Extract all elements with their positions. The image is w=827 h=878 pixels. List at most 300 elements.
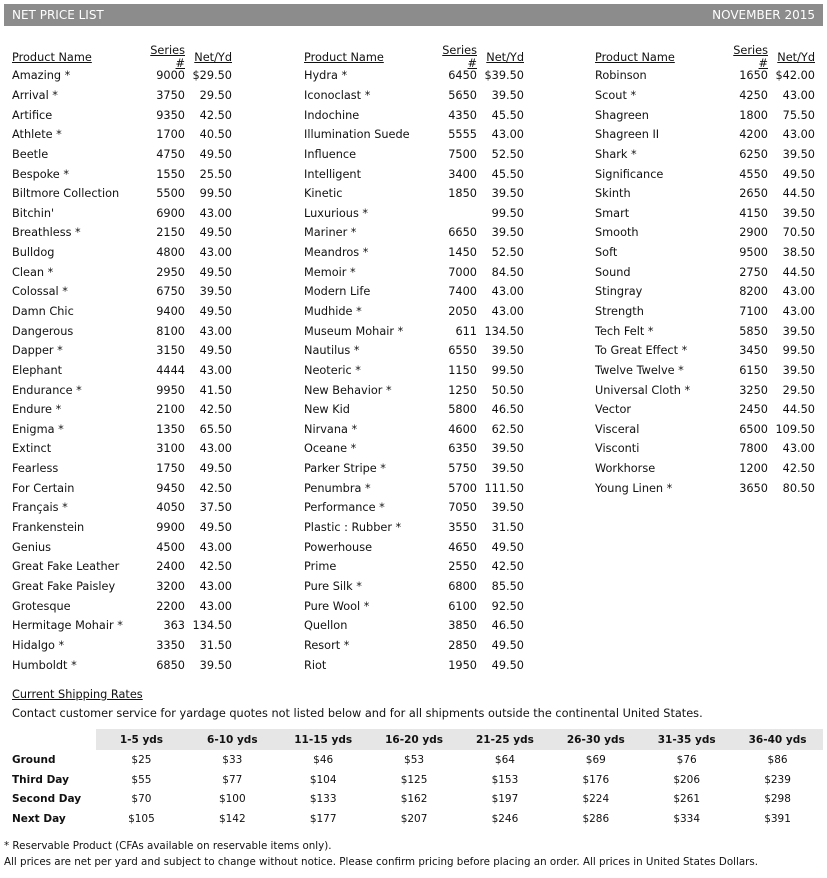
header-name: Product Name — [304, 50, 384, 64]
shipping-rate: $206 — [673, 773, 701, 786]
product-price: 52.50 — [491, 246, 524, 260]
product-price: 49.50 — [199, 521, 232, 535]
shipping-rate: $176 — [582, 773, 610, 786]
product-series: 3200 — [156, 579, 185, 593]
product-price: 45.50 — [491, 167, 524, 181]
range-header: 36-40 yds — [748, 733, 807, 746]
product-row — [595, 439, 815, 459]
product-series: 9450 — [156, 481, 185, 495]
header-name: Product Name — [12, 50, 92, 64]
product-name: Museum Mohair * — [304, 324, 404, 338]
product-row — [12, 184, 232, 204]
product-series: 7000 — [448, 265, 477, 279]
shipping-rate: $298 — [764, 793, 791, 806]
product-name: Shagreen — [595, 108, 649, 122]
product-series: 2550 — [448, 560, 477, 574]
shipping-rate: $53 — [404, 753, 425, 766]
range-header: 16-20 yds — [385, 733, 443, 746]
header-bar — [4, 4, 823, 26]
product-series: 3100 — [156, 442, 185, 456]
product-series: 363 — [163, 619, 185, 633]
product-row — [12, 518, 232, 538]
product-series: 3550 — [448, 521, 477, 535]
product-row — [12, 596, 232, 616]
product-row — [304, 459, 524, 479]
product-name: Skinth — [595, 187, 631, 201]
product-row — [304, 302, 524, 322]
shipping-rate: $25 — [131, 753, 152, 766]
product-price: 46.50 — [491, 619, 524, 633]
product-name: Dapper * — [12, 344, 63, 358]
product-series: 9400 — [156, 305, 185, 318]
product-name: Nautilus * — [304, 344, 360, 358]
product-name: Frankenstein — [12, 521, 85, 535]
product-series: 4500 — [156, 540, 185, 554]
product-row — [595, 380, 815, 400]
shipping-rate: $46 — [313, 753, 334, 766]
product-series: 2900 — [739, 226, 768, 240]
product-price: $39.50 — [484, 69, 524, 83]
product-price: 49.50 — [199, 305, 232, 318]
product-name: Vector — [595, 403, 631, 417]
product-price: 42.50 — [491, 560, 524, 574]
product-series: 8100 — [156, 324, 185, 338]
product-series: 2400 — [156, 560, 185, 574]
product-row — [12, 459, 232, 479]
product-row — [304, 66, 524, 86]
product-row — [304, 321, 524, 341]
product-price: 49.50 — [199, 226, 232, 240]
product-series: 3350 — [156, 638, 185, 652]
shipping-rate: $104 — [309, 773, 337, 786]
product-series: 6800 — [448, 579, 477, 593]
product-name: Arrival * — [12, 88, 58, 102]
product-name: Penumbra * — [304, 481, 371, 495]
product-row — [12, 262, 232, 282]
product-name: Humboldt * — [12, 658, 77, 672]
product-name: Workhorse — [595, 462, 656, 476]
page-title: NET PRICE LIST — [12, 8, 104, 22]
product-name: Breathless * — [12, 226, 81, 240]
shipping-method: Ground — [12, 753, 56, 766]
product-name: Endure * — [12, 403, 62, 417]
product-price: 92.50 — [491, 599, 524, 613]
product-price: 31.50 — [491, 521, 524, 535]
product-row — [304, 164, 524, 184]
product-row — [595, 282, 815, 302]
product-name: New Behavior * — [304, 383, 392, 397]
column-header — [304, 44, 524, 70]
product-name: Genius — [12, 540, 52, 554]
shipping-rate: $125 — [400, 773, 428, 786]
product-price: 75.50 — [782, 108, 815, 122]
product-series: 4150 — [739, 206, 768, 220]
product-series: 1700 — [156, 128, 185, 142]
product-row — [12, 321, 232, 341]
product-series: 2150 — [156, 226, 185, 240]
product-row — [12, 203, 232, 223]
product-row — [12, 478, 232, 498]
product-row — [12, 400, 232, 420]
product-row — [595, 361, 815, 381]
product-series: 4600 — [448, 422, 477, 436]
product-row — [304, 616, 524, 636]
product-name: Endurance * — [12, 383, 82, 397]
product-price: $42.00 — [775, 69, 815, 83]
product-price: 39.50 — [199, 285, 232, 299]
product-row — [304, 537, 524, 557]
product-name: Prime — [304, 560, 337, 574]
product-row — [304, 420, 524, 440]
shipping-header-row — [96, 729, 823, 750]
product-row — [595, 125, 815, 145]
product-name: Plastic : Rubber * — [304, 521, 402, 535]
product-series: 2750 — [739, 265, 768, 279]
product-name: Clean * — [12, 265, 54, 279]
product-price: 39.50 — [491, 344, 524, 358]
shipping-rate: $391 — [764, 812, 791, 825]
product-series: 6450 — [448, 69, 477, 83]
product-series: 2450 — [739, 403, 768, 417]
shipping-rate: $239 — [764, 773, 791, 786]
product-name: Athlete * — [12, 128, 62, 142]
column-header — [12, 44, 232, 70]
shipping-rate: $197 — [491, 793, 519, 806]
product-series: 7400 — [448, 285, 477, 299]
product-row — [595, 459, 815, 479]
product-price: 41.50 — [199, 383, 232, 397]
shipping-rate: $77 — [222, 773, 243, 786]
product-name: Robinson — [595, 69, 647, 83]
product-name: Damn Chic — [12, 305, 74, 318]
product-name: Significance — [595, 167, 664, 181]
shipping-rate: $153 — [491, 773, 519, 786]
price-column-3 — [595, 44, 815, 498]
product-row — [304, 596, 524, 616]
product-price: 85.50 — [491, 579, 524, 593]
shipping-row — [8, 750, 823, 770]
product-row — [595, 302, 815, 322]
product-row — [304, 400, 524, 420]
product-series: 4050 — [156, 501, 185, 515]
product-price: 43.00 — [199, 442, 232, 456]
product-price: 42.50 — [199, 481, 232, 495]
column-header — [595, 44, 815, 70]
product-price: 43.00 — [199, 540, 232, 554]
product-price: 49.50 — [199, 462, 232, 476]
product-row — [595, 223, 815, 243]
product-price: 43.00 — [782, 88, 815, 102]
product-series: 6650 — [448, 226, 477, 240]
product-series: 7050 — [448, 501, 477, 515]
product-row — [304, 86, 524, 106]
product-row — [304, 498, 524, 518]
product-series: 4250 — [739, 88, 768, 102]
product-row — [595, 164, 815, 184]
product-series: 5555 — [448, 128, 477, 142]
shipping-rate: $105 — [128, 812, 155, 825]
product-price: 49.50 — [491, 540, 524, 554]
product-price: 39.50 — [782, 206, 815, 220]
product-name: Indochine — [304, 108, 360, 122]
product-name: To Great Effect * — [595, 344, 688, 358]
product-series: 611 — [455, 324, 477, 338]
product-price: 43.00 — [491, 305, 524, 318]
product-price: 42.50 — [782, 462, 815, 476]
product-series: 4550 — [739, 167, 768, 181]
product-series: 6350 — [448, 442, 477, 456]
product-row — [595, 203, 815, 223]
product-name: Influence — [304, 147, 357, 161]
product-name: Illumination Suede — [304, 128, 410, 142]
product-row — [595, 341, 815, 361]
product-name: Luxurious * — [304, 206, 369, 220]
product-name: Grotesque — [12, 599, 71, 613]
product-series: 1150 — [448, 363, 477, 377]
shipping-title: Current Shipping Rates — [12, 688, 143, 701]
product-row — [595, 184, 815, 204]
header-price: Net/Yd — [194, 50, 232, 64]
shipping-rate: $33 — [222, 753, 243, 766]
shipping-rate: $177 — [309, 812, 337, 825]
product-row — [12, 302, 232, 322]
product-price: 99.50 — [199, 187, 232, 201]
product-series: 3650 — [739, 481, 768, 495]
product-series: 3250 — [739, 383, 768, 397]
product-series: 4650 — [448, 540, 477, 554]
product-series: 2650 — [739, 187, 768, 201]
product-price: 39.50 — [782, 363, 815, 377]
product-price: $29.50 — [192, 69, 232, 83]
product-row — [12, 420, 232, 440]
product-row — [12, 105, 232, 125]
product-series: 1950 — [448, 658, 477, 672]
product-name: Tech Felt * — [595, 324, 654, 338]
product-row — [12, 655, 232, 675]
product-name: Iconoclast * — [304, 88, 371, 102]
product-name: Nirvana * — [304, 422, 358, 436]
product-series: 1800 — [739, 108, 768, 122]
product-row — [595, 105, 815, 125]
product-price: 70.50 — [782, 226, 815, 240]
product-series: 3150 — [156, 344, 185, 358]
product-row — [304, 203, 524, 223]
product-row — [12, 223, 232, 243]
product-price: 80.50 — [782, 481, 815, 495]
range-header: 21-25 yds — [476, 733, 534, 746]
product-series: 6850 — [156, 658, 185, 672]
product-row — [304, 125, 524, 145]
product-name: Great Fake Leather — [12, 560, 120, 574]
product-price: 99.50 — [491, 206, 524, 220]
product-name: Parker Stripe * — [304, 462, 386, 476]
shipping-table — [8, 729, 823, 829]
product-price: 29.50 — [782, 383, 815, 397]
shipping-rate: $55 — [131, 773, 152, 786]
product-price: 62.50 — [491, 422, 524, 436]
product-row — [12, 577, 232, 597]
product-price: 49.50 — [199, 344, 232, 358]
product-series: 2950 — [156, 265, 185, 279]
product-price: 39.50 — [491, 226, 524, 240]
product-price: 49.50 — [199, 265, 232, 279]
product-row — [12, 125, 232, 145]
product-row — [304, 341, 524, 361]
product-row — [12, 361, 232, 381]
product-name: Scout * — [595, 88, 637, 102]
product-name: Français * — [12, 501, 68, 515]
product-price: 50.50 — [491, 383, 524, 397]
product-name: Resort * — [304, 638, 350, 652]
shipping-rate: $207 — [400, 812, 428, 825]
product-series: 1200 — [739, 462, 768, 476]
product-row — [304, 655, 524, 675]
product-price: 43.00 — [199, 246, 232, 260]
product-name: Pure Silk * — [304, 579, 362, 593]
product-row — [12, 380, 232, 400]
product-price: 39.50 — [491, 501, 524, 515]
shipping-rate: $261 — [673, 793, 701, 806]
product-series: 5850 — [739, 324, 768, 338]
product-row — [12, 243, 232, 263]
product-price: 43.00 — [491, 128, 524, 142]
shipping-rate: $334 — [673, 812, 701, 825]
product-row — [304, 361, 524, 381]
shipping-rate: $246 — [491, 812, 519, 825]
product-series: 1750 — [156, 462, 185, 476]
product-name: Beetle — [12, 147, 49, 161]
product-price: 49.50 — [491, 638, 524, 652]
product-price: 43.00 — [199, 206, 232, 220]
product-series: 4750 — [156, 147, 185, 161]
product-series: 2200 — [156, 599, 185, 613]
product-series: 3450 — [739, 344, 768, 358]
product-series: 4200 — [739, 128, 768, 142]
product-series: 2850 — [448, 638, 477, 652]
price-column-2 — [304, 44, 524, 675]
product-series: 1250 — [448, 383, 477, 397]
product-row — [304, 223, 524, 243]
product-series: 1850 — [448, 187, 477, 201]
shipping-rate: $100 — [218, 793, 246, 806]
product-series: 7800 — [739, 442, 768, 456]
product-series: 1350 — [156, 422, 185, 436]
shipping-rate: $162 — [400, 793, 428, 806]
product-price: 43.00 — [199, 324, 232, 338]
product-series: 6250 — [739, 147, 768, 161]
product-series: 2100 — [156, 403, 185, 417]
product-row — [304, 184, 524, 204]
product-row — [304, 282, 524, 302]
product-series: 3750 — [156, 88, 185, 102]
product-name: Shagreen II — [595, 128, 660, 142]
shipping-rate: $224 — [582, 793, 610, 806]
product-row — [595, 243, 815, 263]
product-series: 6750 — [156, 285, 185, 299]
product-series: 5800 — [448, 403, 477, 417]
product-name: Fearless — [12, 462, 59, 476]
product-name: Kinetic — [304, 187, 343, 201]
product-row — [304, 636, 524, 656]
header-price: Net/Yd — [777, 50, 815, 64]
product-price: 39.50 — [199, 658, 232, 672]
product-price: 46.50 — [491, 403, 524, 417]
product-price: 40.50 — [199, 128, 232, 142]
header-series: Series # — [733, 44, 768, 70]
product-name: Meandros * — [304, 246, 369, 260]
product-name: Mudhide * — [304, 305, 362, 318]
shipping-rate: $142 — [218, 812, 246, 825]
product-price: 43.00 — [782, 305, 815, 318]
shipping-rate: $64 — [494, 753, 515, 766]
product-price: 65.50 — [199, 422, 232, 436]
product-row — [595, 420, 815, 440]
product-series: 4444 — [156, 363, 185, 377]
product-row — [12, 145, 232, 165]
product-price: 111.50 — [484, 481, 524, 495]
product-name: Oceane * — [304, 442, 357, 456]
shipping-rate: $76 — [676, 753, 697, 766]
product-series: 6150 — [739, 363, 768, 377]
shipping-method: Second Day — [12, 793, 82, 806]
product-row — [12, 164, 232, 184]
product-name: Powerhouse — [304, 540, 373, 554]
product-price: 52.50 — [491, 147, 524, 161]
shipping-note: Contact customer service for yardage quotes not listed below and for all shipments outside the continental United States. — [12, 707, 703, 720]
range-header: 26-30 yds — [566, 733, 625, 746]
product-series: 9000 — [156, 69, 185, 83]
shipping-rate: $286 — [582, 812, 610, 825]
product-row — [595, 478, 815, 498]
product-row — [304, 380, 524, 400]
product-name: Bespoke * — [12, 167, 69, 181]
product-row — [304, 557, 524, 577]
shipping-row — [8, 770, 823, 790]
product-row — [304, 439, 524, 459]
product-row — [595, 321, 815, 341]
product-row — [595, 400, 815, 420]
product-series: 9500 — [739, 246, 768, 260]
product-row — [12, 498, 232, 518]
product-name: Young Linen * — [595, 481, 673, 495]
product-name: Hermitage Mohair * — [12, 619, 123, 633]
product-price: 43.00 — [782, 442, 815, 456]
product-price: 134.50 — [192, 619, 232, 633]
product-price: 44.50 — [782, 265, 815, 279]
product-price: 45.50 — [491, 108, 524, 122]
range-header: 11-15 yds — [294, 733, 353, 746]
product-row — [304, 243, 524, 263]
header-name: Product Name — [595, 50, 675, 64]
product-row — [595, 86, 815, 106]
product-name: Performance * — [304, 501, 385, 515]
page-date: NOVEMBER 2015 — [712, 8, 815, 22]
range-header: 6-10 yds — [207, 733, 258, 746]
product-name: Colossal * — [12, 285, 68, 299]
product-price: 38.50 — [782, 246, 815, 260]
product-name: Smart — [595, 206, 630, 220]
product-name: Memoir * — [304, 265, 356, 279]
product-series: 6900 — [156, 206, 185, 220]
footnote-pricing: All prices are net per yard and subject to change without notice. Please confirm pricing before placing an order. All prices in United States Dollars. — [4, 856, 759, 868]
product-row — [12, 557, 232, 577]
product-series: 9950 — [156, 383, 185, 397]
product-price: 29.50 — [199, 88, 232, 102]
shipping-body — [8, 750, 823, 829]
product-row — [595, 145, 815, 165]
product-name: Mariner * — [304, 226, 357, 240]
product-name: Pure Wool * — [304, 599, 370, 613]
